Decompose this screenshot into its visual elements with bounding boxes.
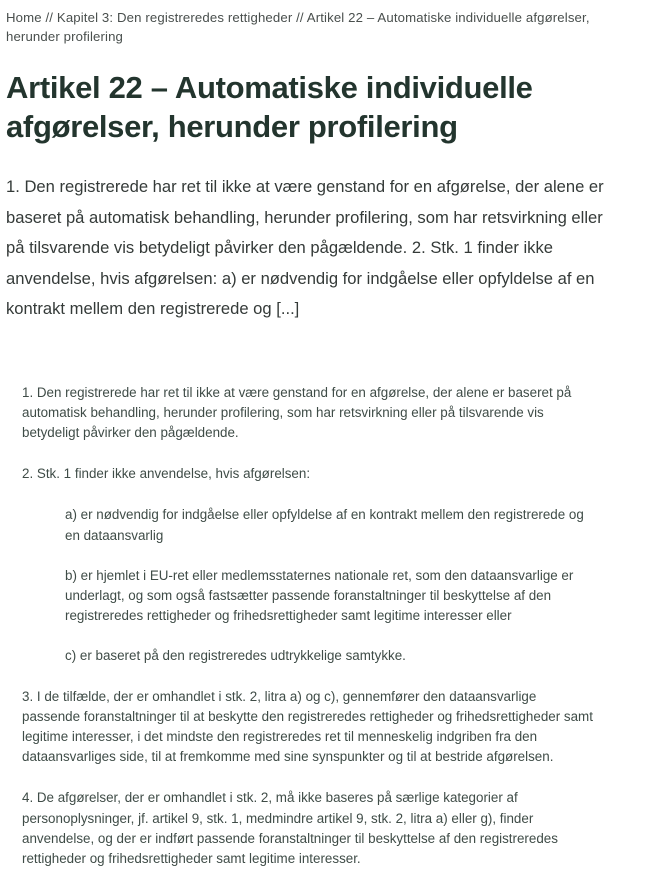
body-paragraph-2: 2. Stk. 1 finder ikke anvendelse, hvis afgørelsen: [22, 464, 597, 484]
breadcrumb[interactable]: Home // Kapitel 3: Den registreredes rettigheder // Artikel 22 – Automatiske individuelle afgørelser, herunder profilering [0, 0, 647, 46]
body-list-item-a: a) er nødvendig for indgåelse eller opfyldelse af en kontrakt mellem den registrerede og en dataansvarlig [65, 505, 597, 545]
body-list-item-b: b) er hjemlet i EU-ret eller medlemsstaternes nationale ret, som den dataansvarlige er underlagt, og som også fastsætter passende foranstaltninger til beskyttelse af den registreredes rettigheder og frihedsrettigheder samt legitime interesser eller [65, 566, 597, 627]
body-paragraph-4: 4. De afgørelser, der er omhandlet i stk. 2, må ikke baseres på særlige kategorier af personoplysninger, jf. artikel 9, stk. 1, medmindre artikel 9, stk. 2, litra a) eller g), finder anvendelse, og der er indført passende foranstaltninger til beskyttelse af den registreredes rettigheder og frihedsrettigheder samt legitime interesser. [22, 788, 597, 869]
article-body [22, 383, 597, 869]
body-paragraph-1: 1. Den registrerede har ret til ikke at være genstand for en afgørelse, der alene er baseret på automatisk behandling, herunder profilering, som har retsvirkning eller på tilsvarende vis betydeligt påvirker den pågældende. [22, 383, 597, 444]
page-title: Artikel 22 – Automatiske individuelle afgørelser, herunder profilering [6, 68, 606, 146]
article-excerpt: 1. Den registrerede har ret til ikke at være genstand for en afgørelse, der alene er baseret på automatisk behandling, herunder profilering, som har retsvirkning eller på tilsvarende vis betydeligt påvirker den pågældende. 2. Stk. 1 finder ikke anvendelse, hvis afgørelsen: a) er nødvendig for indgåelse eller opfyldelse af en kontrakt mellem den registrerede og [...] [6, 172, 615, 325]
body-paragraph-3: 3. I de tilfælde, der er omhandlet i stk. 2, litra a) og c), gennemfører den dataansvarlige passende foranstaltninger til at beskytte den registreredes rettigheder og frihedsrettigheder samt legitime interesser, i det mindste den registreredes ret til menneskelig indgriben fra den dataansvarliges side, til at fremkomme med sine synspunkter og til at bestride afgørelsen. [22, 687, 597, 768]
body-list-item-c: c) er baseret på den registreredes udtrykkelige samtykke. [65, 646, 597, 666]
